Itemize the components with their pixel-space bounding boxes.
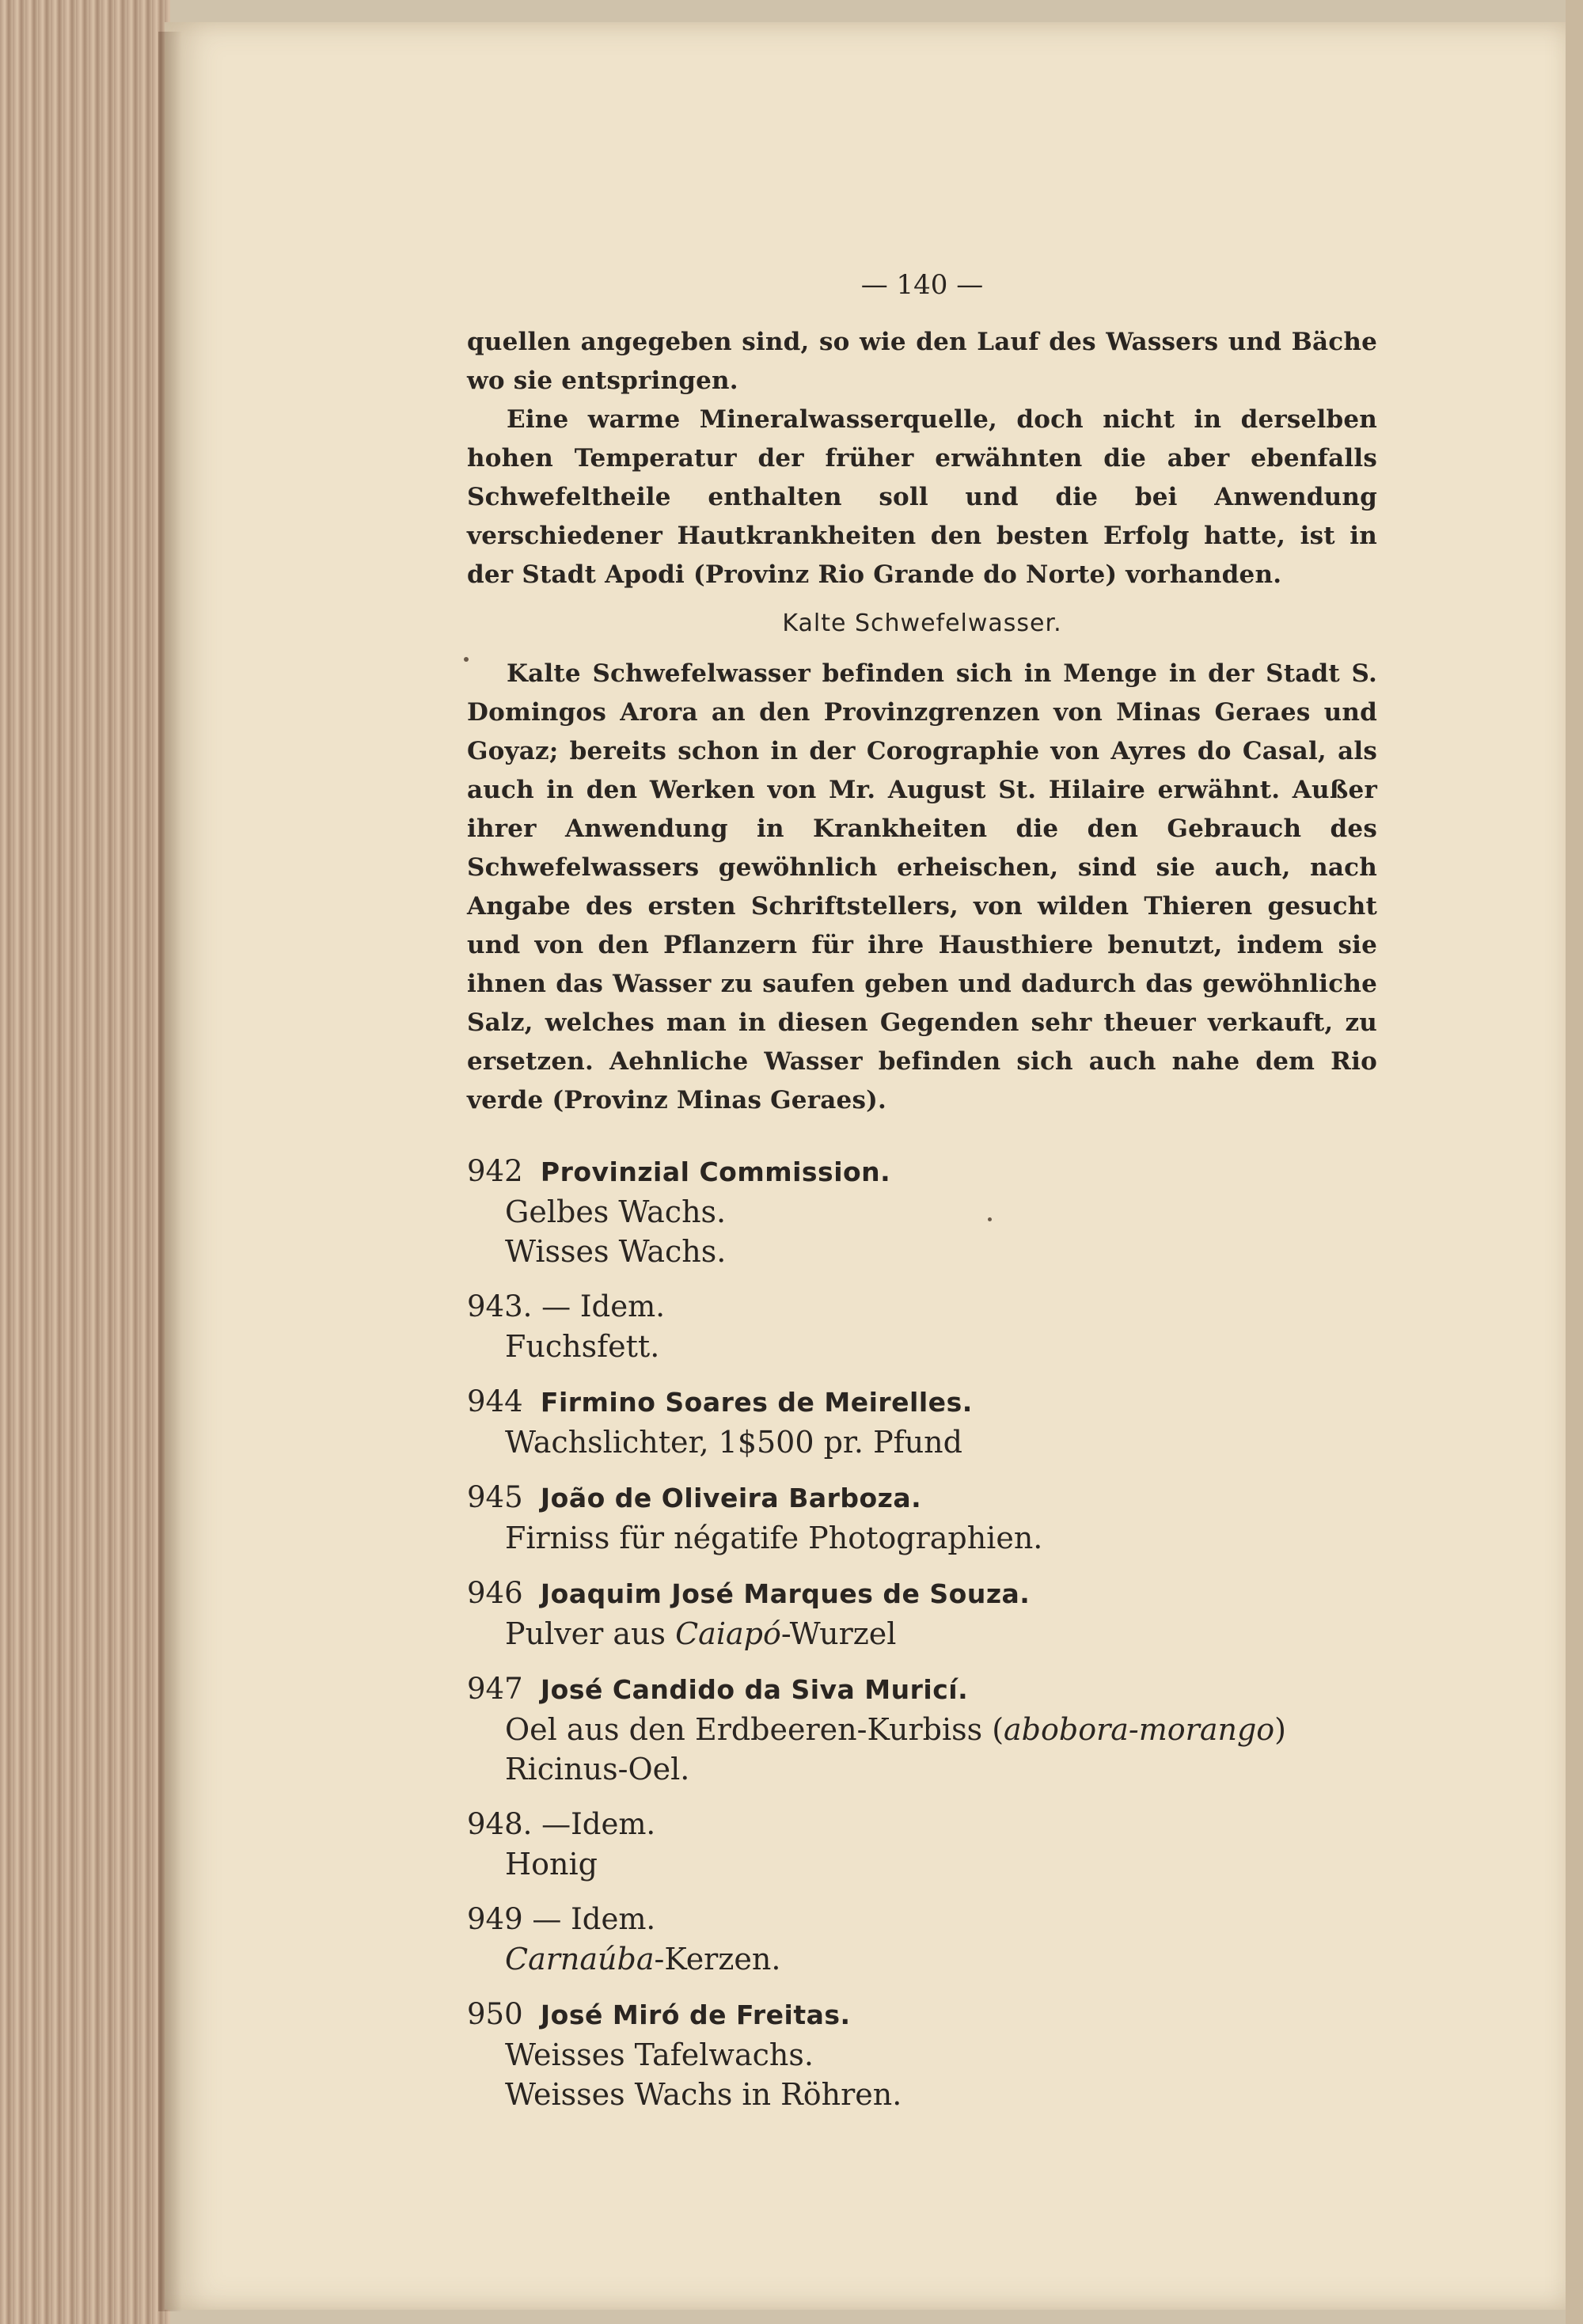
- catalog-entry: [467, 1382, 1377, 1462]
- entry-number: 946: [467, 1576, 523, 1610]
- catalog-entry: [467, 1995, 1377, 2114]
- paragraph: Eine warme Mineralwasserquelle, doch nicht in derselben hohen Temperatur der früher erwähnten die aber ebenfalls Schwefeltheile enthalten soll und die bei Anwendung verschiedener Hautkrankheiten den besten Erfolg hatte, ist in der Stadt Apodi (Provinz Rio Grande do Norte) vorhanden.: [467, 405, 1377, 589]
- entry-number: 944: [467, 1384, 523, 1418]
- catalog-entry: [467, 1574, 1377, 1654]
- entry-item: Fuchsfett.: [505, 1329, 660, 1364]
- entry-item: Honig: [505, 1847, 598, 1882]
- catalog-entry: [467, 1805, 1377, 1884]
- entry-item: Carnaúba-Kerzen.: [505, 1942, 781, 1977]
- catalog-entry: [467, 1478, 1377, 1558]
- paragraph: quellen angegeben sind, so wie den Lauf des Wassers und Bäche wo sie entspringen.: [467, 328, 1377, 395]
- entry-item: Wisses Wachs.: [505, 1234, 727, 1269]
- entry-number: 945: [467, 1480, 523, 1514]
- exhibitor-name: Provinzial Commission.: [540, 1156, 891, 1187]
- entry-item: Gelbes Wachs.: [505, 1194, 727, 1229]
- book-page-edges: [0, 0, 170, 2324]
- exhibitor-name: Firmino Soares de Meirelles.: [540, 1387, 973, 1418]
- entry-item: Weisses Wachs in Röhren.: [505, 2077, 902, 2112]
- exhibitor-name: José Miró de Freitas.: [540, 1999, 851, 2030]
- entry-number: 948. —Idem.: [467, 1807, 656, 1841]
- entry-number: 950: [467, 1997, 523, 2031]
- catalog-entry: [467, 1669, 1377, 1789]
- catalog-entry: [467, 1152, 1377, 1271]
- exhibitor-name: Joaquim José Marques de Souza.: [540, 1578, 1031, 1609]
- section-heading: Kalte Schwefelwasser.: [782, 609, 1062, 637]
- facing-page-edge: [1566, 0, 1583, 2324]
- entry-item: Ricinus-Oel.: [505, 1752, 690, 1787]
- entry-item: Weisses Tafelwachs.: [505, 2037, 814, 2072]
- entry-number: 943. — Idem.: [467, 1289, 665, 1323]
- page-number: — 140 —: [860, 269, 984, 301]
- entry-item: Wachslichter, 1$500 pr. Pfund: [505, 1425, 962, 1460]
- paragraph: Kalte Schwefelwasser befinden sich in Menge in der Stadt S. Domingos Arora an den Provinzgrenzen von Minas Geraes und Goyaz; bereits schon in der Corographie von Ayres do Casal, als auch in den Werken von Mr. August St. Hilaire erwähnt. Außer ihrer Anwendung in Krankheiten die den Gebrauch des Schwefelwassers gewöhnlich erheischen, sind sie auch, nach Angabe des ersten Schriftstellers, von wilden Thieren gesucht und von den Pflanzern für ihre Hausthiere benutzt, indem sie ihnen das Wasser zu saufen geben und dadurch das gewöhnliche Salz, welches man in diesen Gegenden sehr theuer verkauft, zu ersetzen. Aehnliche Wasser befinden sich auch nahe dem Rio verde (Provinz Minas Geraes).: [467, 659, 1377, 1115]
- entry-item: Oel aus den Erdbeeren-Kurbiss (abobora-morango): [505, 1712, 1286, 1747]
- exhibitor-name: João de Oliveira Barboza.: [540, 1483, 922, 1513]
- page-content: [467, 269, 1377, 2130]
- entry-number: 942: [467, 1154, 523, 1188]
- catalog-entry: [467, 1900, 1377, 1979]
- entry-item: Firniss für négatife Photographien.: [505, 1521, 1043, 1555]
- catalog-entries: [467, 1152, 1377, 2114]
- catalog-entry: [467, 1287, 1377, 1366]
- body-text: [467, 323, 1377, 1120]
- gutter-shadow: [158, 32, 182, 2311]
- entry-number: 949 — Idem.: [467, 1902, 656, 1936]
- entry-number: 947: [467, 1672, 523, 1706]
- entry-item: Pulver aus Caiapó-Wurzel: [505, 1616, 897, 1651]
- exhibitor-name: José Candido da Siva Muricí.: [540, 1674, 969, 1705]
